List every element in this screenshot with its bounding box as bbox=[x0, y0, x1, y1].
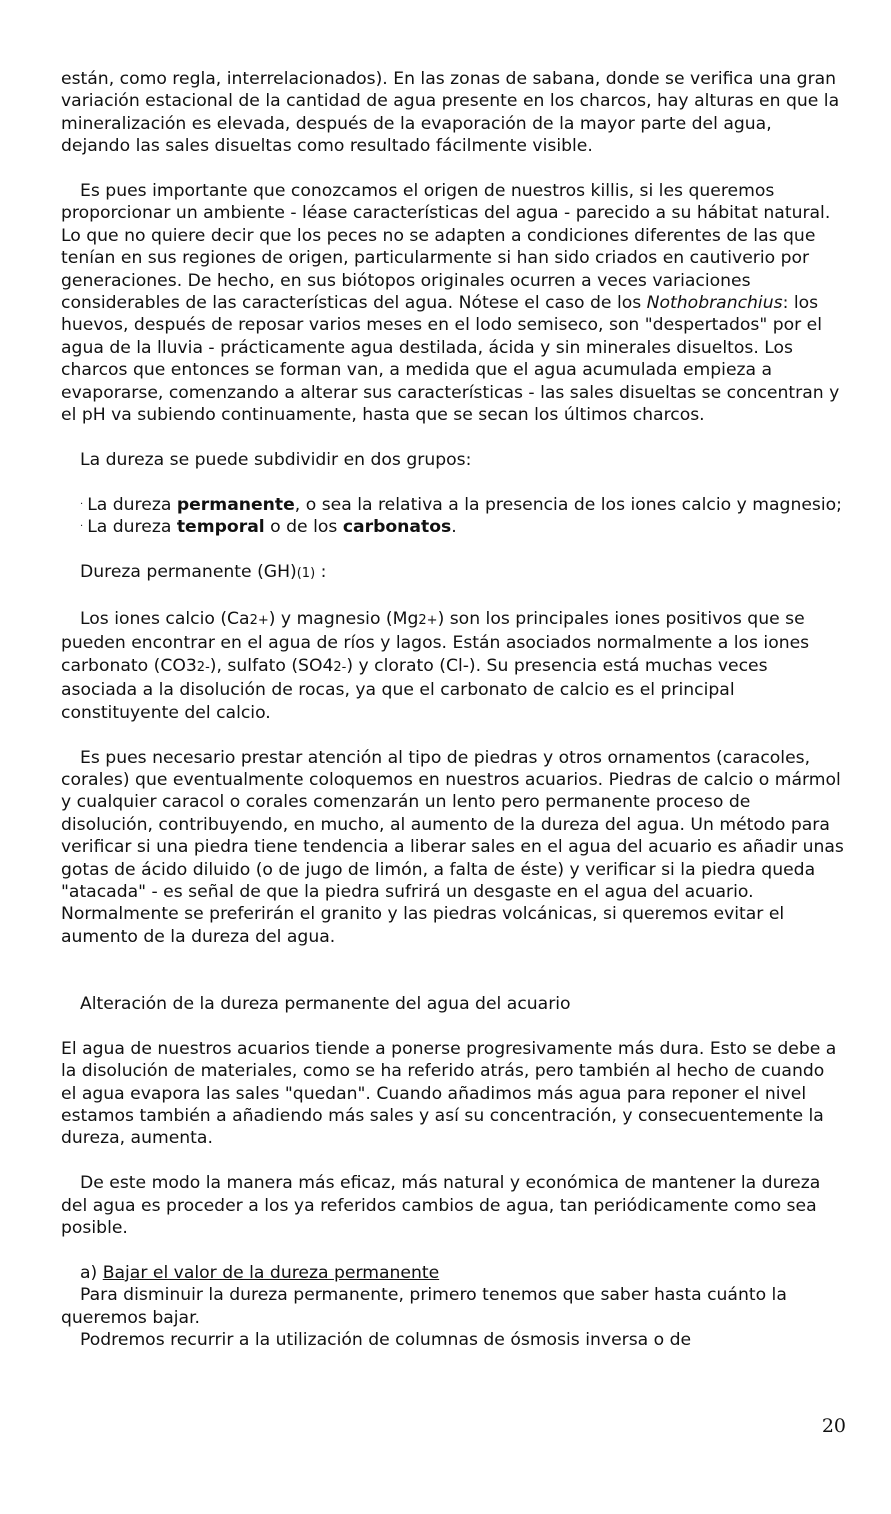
bullet-item-temporal: · La dureza temporal o de los carbonatos. bbox=[80, 517, 457, 538]
paragraph-5: Es pues necesario prestar atención al tipo de piedras y otros ornamentos (caracoles, corales) que eventualmente coloquemos en nuestros acuarios. Piedras de calcio o mármol y cualquier caracol o corales comenzarán un lento pero permanente proceso de disolución, contribuyendo, en mucho, al aumento de la dureza del agua. Un método para verificar si una piedra tiene tendencia a liberar sales en el agua del acuario es añadir unas gotas de ácido diluido (o de jugo de limón, a falta de éste) y verificar si la piedra queda "atacada" - es señal de que la piedra sufrirá un desgaste en el agua del acuario. Normalmente se preferirán el granito y las piedras volcánicas, si queremos evitar el aumento de la dureza del agua. bbox=[61, 747, 844, 947]
paragraph-2: Es pues importante que conozcamos el origen de nuestros killis, si les queremos proporcionar un ambiente - léase características del agua - parecido a su hábitat natural. Lo que no quiere decir que los peces no se adapten a condiciones diferentes de las que tenían en sus regiones de origen, particularmente si han sido criados en cautiverio por generaciones. De hecho, en sus biótopos originales ocurren a veces variaciones considerables de las características del agua. Nótese el caso de los Nothobranchius: los huevos, después de reposar varios meses en el lodo semiseco, son "despertados" por el agua de la lluvia - prácticamente agua destilada, ácida y sin minerales disueltos. Los charcos que entonces se forman van, a medida que el agua acumulada empieza a evaporarse, comenzando a alterar sus características - las sales disueltas se concentran y el pH va subiendo continuamente, hasta que se secan los últimos charcos. bbox=[61, 181, 840, 426]
bullet-dot: · bbox=[80, 498, 84, 510]
paragraph-7: De este modo la manera más eficaz, más natural y económica de mantener la dureza del agua es proceder a los ya referidos cambios de agua, tan periódicamente como sea posible. bbox=[61, 1173, 821, 1238]
paragraph-9: Podremos recurrir a la utilización de columnas de ósmosis inversa o de bbox=[80, 1330, 692, 1350]
page-number: 20 bbox=[821, 1415, 846, 1437]
paragraph-3: La dureza se puede subdividir en dos grupos: bbox=[80, 449, 472, 470]
document-page bbox=[61, 68, 845, 1351]
footnote-ref: (1) bbox=[296, 566, 316, 582]
subheading-a: a) Bajar el valor de la dureza permanente bbox=[80, 1262, 440, 1283]
section-heading-alteracion: Alteración de la dureza permanente del agua del acuario bbox=[80, 993, 571, 1014]
paragraph-8: Para disminuir la dureza permanente, primero tenemos que saber hasta cuánto la queremos bajar. bbox=[61, 1285, 787, 1328]
bullet-dot: · bbox=[80, 521, 84, 533]
species-name: Nothobranchius bbox=[646, 293, 783, 314]
paragraph-4: Los iones calcio (Ca2+) y magnesio (Mg2+) son los principales iones positivos que se pueden encontrar en el agua de ríos y lagos. Están asociados normalmente a los iones carbonato (CO32-), sulfato (SO42-) y clorato (Cl-). Su presencia está muchas veces asociada a la disolución de rocas, ya que el carbonato de calcio es el principal constituyente del calcio. bbox=[61, 609, 810, 723]
paragraph-1: están, como regla, interrelacionados). En las zonas de sabana, donde se verifica una gran variación estacional de la cantidad de agua presente en los charcos, hay alturas en que la mineralización es elevada, después de la evaporación de la mayor parte del agua, dejando las sales disueltas como resultado fácilmente visible. bbox=[61, 69, 840, 157]
section-heading-dureza-permanente: Dureza permanente (GH)(1) : bbox=[80, 562, 327, 583]
paragraph-6: El agua de nuestros acuarios tiende a ponerse progresivamente más dura. Esto se debe a la disolución de materiales, como se ha referido atrás, pero también al hecho de cuando el agua evapora las sales "quedan". Cuando añadimos más agua para reponer el nivel estamos también a añadiendo más sales y así su concentración, y consecuentemente la dureza, aumenta. bbox=[61, 1038, 837, 1149]
bullet-item-permanente: · La dureza permanente, o sea la relativa a la presencia de los iones calcio y magnesio; bbox=[80, 494, 842, 515]
